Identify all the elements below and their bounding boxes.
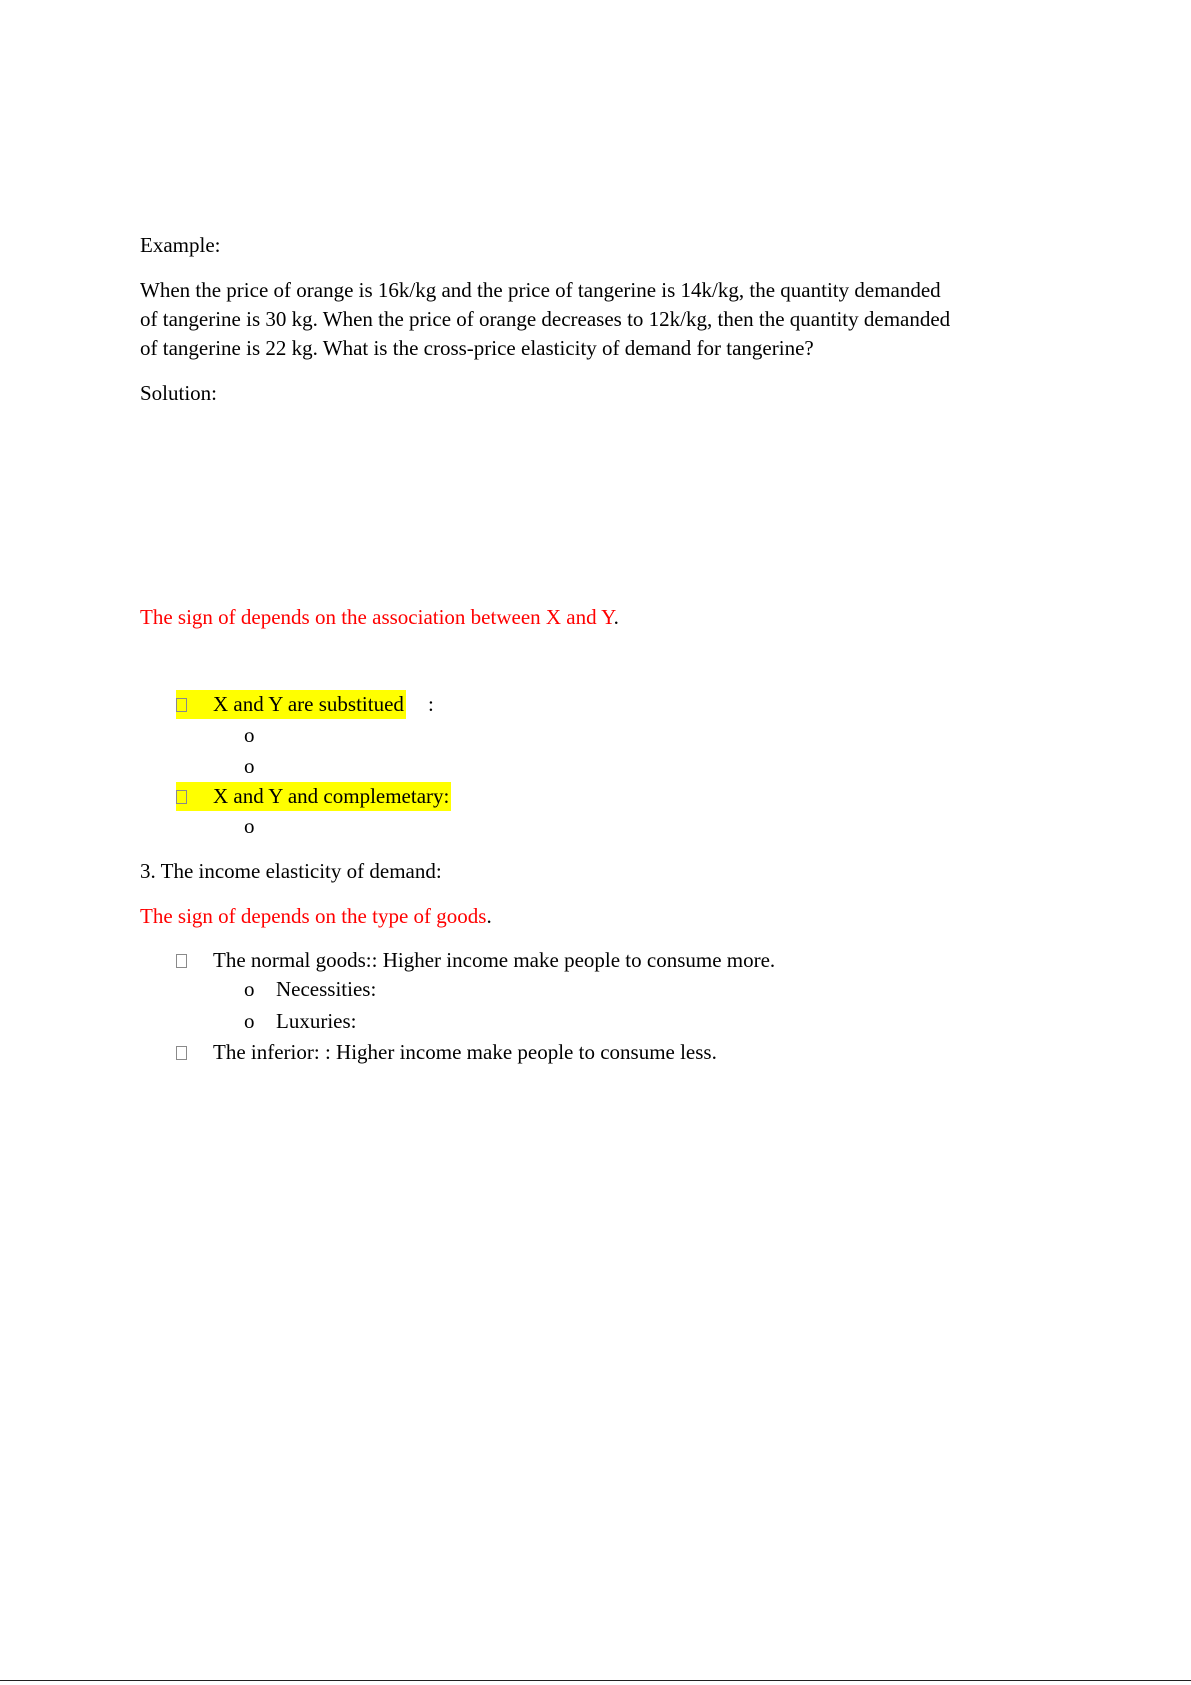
necessities-label: Necessities: (276, 977, 377, 1001)
cross-sign-note (140, 603, 619, 632)
income-heading: 3. The income elasticity of demand: (140, 859, 442, 883)
problem-line-2: of tangerine is 30 kg. When the price of orange decreases to 12k/kg, then the quantity demanded (140, 307, 951, 331)
square-bullet-icon (176, 698, 187, 712)
sub-bullet-marker: o (244, 1009, 255, 1033)
square-bullet-icon (176, 1046, 187, 1060)
substitutes-item (176, 690, 406, 719)
problem-line-3: of tangerine is 22 kg. What is the cross-price elasticity of demand for tangerine? (140, 336, 814, 360)
square-bullet-icon (176, 954, 187, 968)
sub-bullet-marker: o (244, 754, 255, 778)
sub-bullet-marker: o (244, 977, 255, 1001)
square-bullet-icon (176, 790, 187, 804)
complements-label: X and Y and complemetary: (213, 784, 450, 808)
sub-bullet-marker: o (244, 723, 255, 747)
complements-item (176, 782, 451, 811)
income-sign-note-text: The sign of depends on the type of goods (140, 904, 487, 928)
substitutes-label: X and Y are substitued (213, 692, 404, 716)
inferior-goods-item (176, 1038, 717, 1067)
sub-bullet-marker: o (244, 814, 255, 838)
cross-sign-note-period: . (613, 605, 619, 629)
normal-goods-text: The normal goods:: Higher income make people to consume more. (213, 948, 776, 972)
inferior-goods-text: The inferior: : Higher income make people to consume less. (213, 1040, 717, 1064)
substitutes-colon: : (428, 692, 434, 716)
solution-heading: Solution: (140, 381, 218, 405)
problem-line-1: When the price of orange is 16k/kg and the price of tangerine is 14k/kg, the quantity demanded (140, 278, 941, 302)
example-heading: Example: (140, 233, 221, 257)
income-sign-note (140, 902, 492, 931)
bottom-divider (0, 1680, 1191, 1681)
income-sign-note-period: . (486, 904, 492, 928)
cross-sign-note-text: The sign of depends on the association between X and Y (140, 605, 614, 629)
luxuries-label: Luxuries: (276, 1009, 357, 1033)
normal-goods-item (176, 946, 775, 975)
